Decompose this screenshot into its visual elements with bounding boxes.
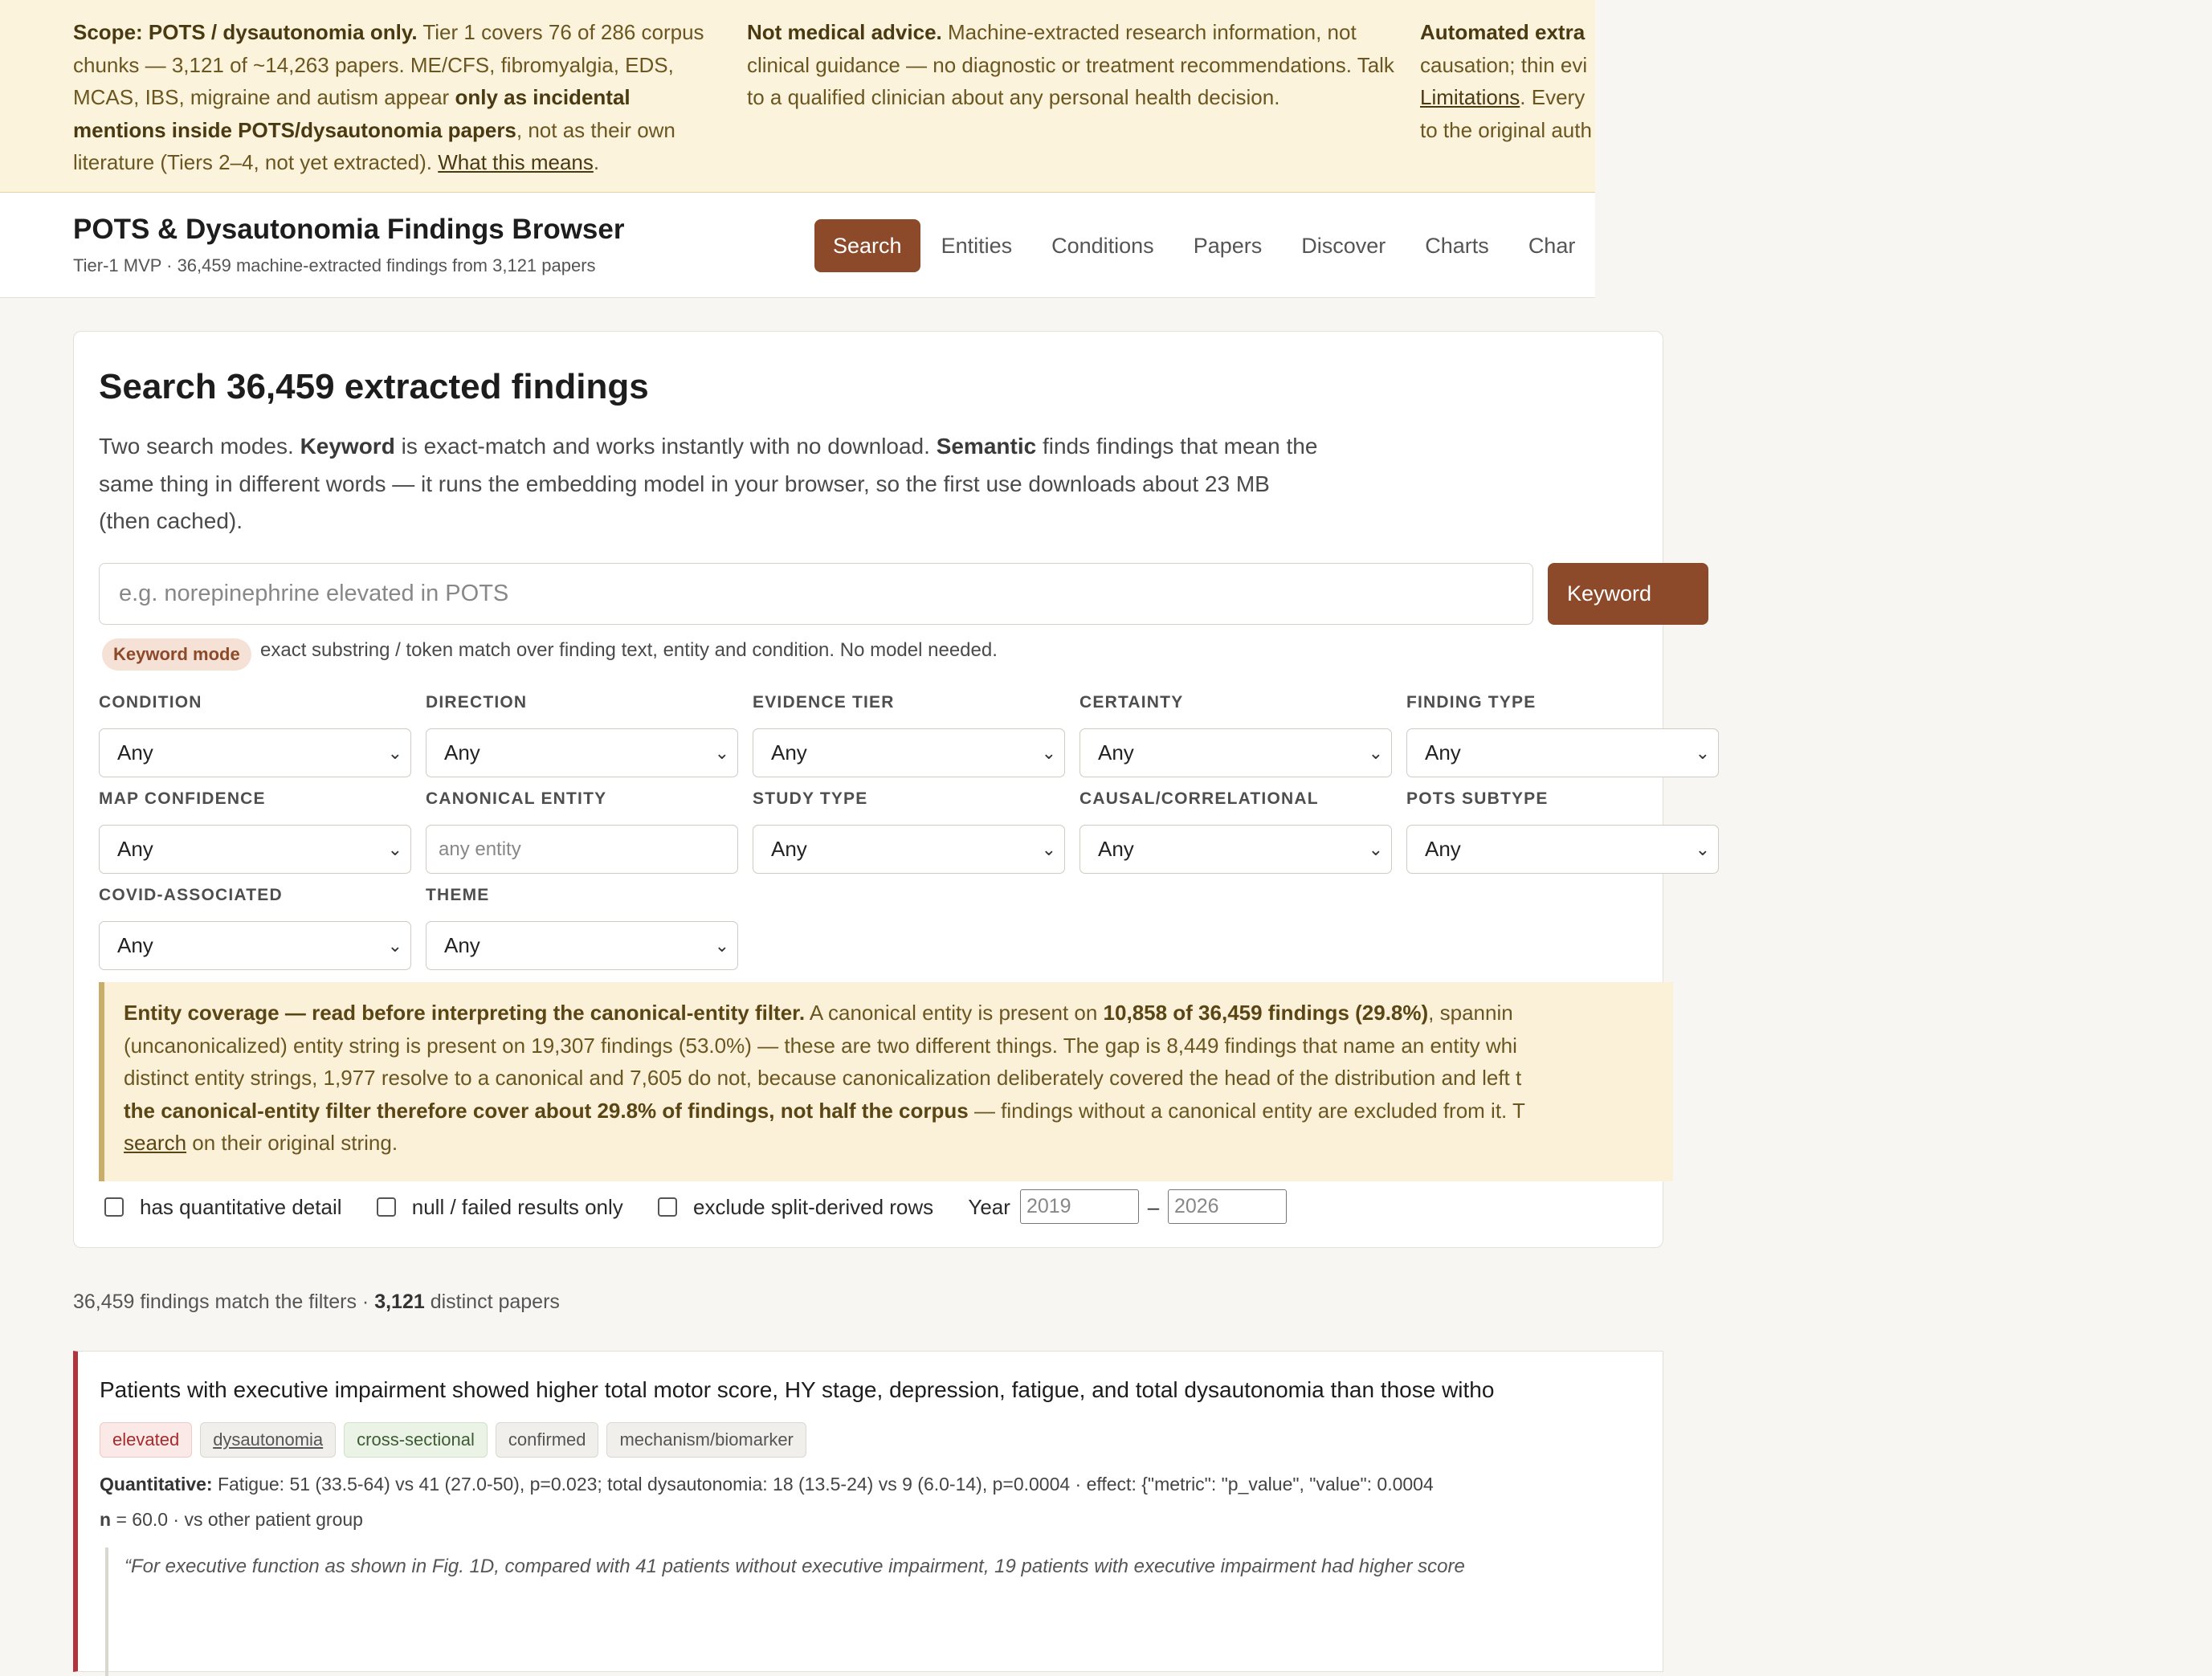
quantitative-text: Fatigue: 51 (33.5-64) vs 41 (27.0-50), p=0.023; total dysautonomia: 18 (13.5-24) vs 9 (6.0-14), p=0.0004 · effect: {"metric": "p_value", "value": 0.0004	[212, 1474, 1434, 1495]
year-label: Year	[968, 1195, 1010, 1219]
checkbox-label: exclude split-derived rows	[693, 1194, 934, 1219]
certainty-tag: confirmed	[496, 1422, 599, 1458]
checkbox-label: has quantitative detail	[140, 1194, 342, 1219]
limitations-link[interactable]: Limitations	[1420, 85, 1520, 109]
coverage-text-4: distinct entity strings, 1,977 resolve to a canonical and 7,605 do not, because canonicalization deliberately covered the head of the distribution and left t	[124, 1066, 1522, 1090]
covid-associated-select[interactable]	[99, 921, 411, 970]
select-value: Any	[117, 933, 153, 957]
filter-causal-correlational	[1079, 789, 1392, 874]
checkbox[interactable]	[104, 1197, 124, 1217]
select-value: Any	[1425, 740, 1461, 765]
intro-semantic: Semantic	[936, 434, 1037, 459]
filter-label: COVID-ASSOCIATED	[99, 886, 283, 904]
coverage-stat: 10,858 of 36,459 findings (29.8%)	[1103, 1001, 1429, 1025]
evidence-tier-select[interactable]	[753, 728, 1065, 777]
results-count-suffix: distinct papers	[424, 1291, 560, 1313]
source-quote: “For executive function as shown in Fig. 1D, compared with 41 patients without executive impairment, 19 patients with executive impairment had higher score	[105, 1548, 1679, 1676]
filter-study-type	[753, 789, 1065, 874]
year-dash: –	[1147, 1195, 1160, 1219]
select-value: Any	[444, 933, 480, 957]
filter-canonical-entity	[426, 789, 738, 874]
automated-extraction-text-2: . Every	[1520, 85, 1586, 109]
site-header	[0, 193, 1595, 298]
chevron-down-icon: ⌄	[714, 936, 729, 956]
scope-notice-banner	[0, 0, 1595, 193]
main-nav	[814, 219, 1596, 272]
exclude-split-checkbox[interactable]	[658, 1189, 933, 1225]
select-value: Any	[117, 837, 153, 861]
filter-label: POTS SUBTYPE	[1406, 789, 1549, 808]
finding-text: Patients with executive impairment showed higher total motor score, HY stage, depression, fatigue, and total dysautonomia than those witho	[100, 1377, 1495, 1402]
filter-pots-subtype	[1406, 789, 1719, 874]
search-link[interactable]: search	[124, 1131, 187, 1155]
filter-label: CERTAINTY	[1079, 693, 1184, 712]
site-subtitle: Tier-1 MVP · 36,459 machine-extracted findings from 3,121 papers	[73, 255, 596, 275]
filter-map-confidence	[99, 789, 411, 874]
mode-description: exact substring / token match over finding text, entity and condition. No model needed.	[260, 639, 998, 661]
scope-notice	[73, 16, 716, 179]
select-value: Any	[117, 740, 153, 765]
chevron-down-icon: ⌄	[1368, 839, 1383, 859]
results-count-text: 36,459 findings match the filters ·	[73, 1291, 375, 1313]
coverage-emphasis: the canonical-entity filter therefore cover about 29.8% of findings, not half the corpus	[124, 1098, 969, 1123]
filter-label: CAUSAL/CORRELATIONAL	[1079, 789, 1319, 808]
finding-card[interactable]	[73, 1351, 1663, 1672]
finding-tags	[100, 1422, 814, 1458]
study-type-select[interactable]	[753, 825, 1065, 874]
quantitative-label: Quantitative:	[100, 1474, 213, 1495]
entity-coverage-notice	[99, 982, 1673, 1181]
medical-advice-heading: Not medical advice.	[747, 20, 942, 44]
scope-period: .	[593, 150, 600, 174]
map-confidence-select[interactable]	[99, 825, 411, 874]
filter-label: DIRECTION	[426, 693, 528, 712]
chevron-down-icon: ⌄	[1368, 743, 1383, 763]
condition-tag[interactable]: dysautonomia	[200, 1422, 336, 1458]
theme-select[interactable]	[426, 921, 738, 970]
intro-text: Two search modes.	[99, 434, 300, 459]
site-title[interactable]: POTS & Dysautonomia Findings Browser	[73, 214, 625, 245]
select-value: Any	[1098, 837, 1134, 861]
null-results-checkbox[interactable]	[377, 1189, 623, 1225]
filter-label: MAP CONFIDENCE	[99, 789, 266, 808]
checkbox[interactable]	[377, 1197, 396, 1217]
filter-label: THEME	[426, 886, 490, 904]
coverage-text: A canonical entity is present on	[805, 1001, 1104, 1025]
causal-correlational-select[interactable]	[1079, 825, 1392, 874]
filter-finding-type	[1406, 693, 1719, 777]
search-title: Search 36,459 extracted findings	[99, 367, 649, 406]
search-intro	[99, 428, 1320, 540]
filter-label: CONDITION	[99, 693, 202, 712]
filter-label: CANONICAL ENTITY	[426, 789, 607, 808]
coverage-text-3: (uncanonicalized) entity string is present on 19,307 findings (53.0%) — these are two different things. The gap is 8,449 findings that name an entity whi	[124, 1033, 1517, 1058]
automated-extraction-text: causation; thin evi	[1420, 52, 1588, 77]
pots-subtype-select[interactable]	[1406, 825, 1719, 874]
finding-type-select[interactable]	[1406, 728, 1719, 777]
quantitative-checkbox[interactable]	[104, 1189, 342, 1225]
year-to-input[interactable]: 2026	[1168, 1189, 1287, 1224]
scope-emphasis: only as incidental mentions inside POTS/dysautonomia papers	[73, 85, 631, 142]
filter-label: STUDY TYPE	[753, 789, 868, 808]
select-value: Any	[1425, 837, 1461, 861]
chevron-down-icon: ⌄	[1041, 743, 1056, 763]
chevron-down-icon: ⌄	[387, 936, 402, 956]
chevron-down-icon: ⌄	[714, 743, 729, 763]
automated-extraction-notice	[1420, 16, 1902, 146]
intro-text-3: finds findings that mean the same thing in different words — it runs the embedding model in your browser, so the first use downloads about 23 MB (then cached).	[99, 434, 1318, 533]
sample-size-text: = 60.0 · vs other patient group	[111, 1509, 363, 1530]
nav-discover[interactable]: Discover	[1301, 234, 1386, 258]
checkbox[interactable]	[658, 1197, 677, 1217]
select-value: Any	[444, 740, 480, 765]
search-input[interactable]	[99, 563, 1533, 625]
study-type-tag: cross-sectional	[344, 1422, 488, 1458]
medical-advice-notice	[747, 16, 1406, 114]
search-mode-button[interactable]: Keyword	[1548, 563, 1708, 625]
extra-filters	[104, 1189, 1287, 1225]
what-this-means-link[interactable]: What this means	[438, 150, 594, 174]
nav-charts[interactable]: Charts	[1425, 234, 1489, 258]
chevron-down-icon: ⌄	[1695, 743, 1710, 763]
scope-text-2: , not as their own literature (Tiers 2–4, not yet extracted).	[73, 117, 675, 174]
select-value: Any	[771, 837, 807, 861]
search-panel	[73, 331, 1710, 1248]
nav-char[interactable]: Char	[1528, 234, 1576, 258]
checkbox-label: null / failed results only	[411, 1194, 623, 1219]
scope-heading: Scope: POTS / dysautonomia only.	[73, 20, 418, 44]
filter-evidence-tier	[753, 693, 1065, 777]
coverage-text-2: , spannin	[1428, 1001, 1513, 1025]
filter-condition	[99, 693, 411, 777]
results-count	[73, 1291, 560, 1314]
canonical-entity-input[interactable]: any entity	[426, 825, 738, 874]
coverage-text-5: — findings without a canonical entity are excluded from it. T	[968, 1098, 1525, 1123]
distinct-papers-count: 3,121	[374, 1291, 425, 1313]
select-value: Any	[1098, 740, 1134, 765]
direction-select[interactable]	[426, 728, 738, 777]
chevron-down-icon: ⌄	[387, 839, 402, 859]
condition-select[interactable]	[99, 728, 411, 777]
nav-conditions[interactable]: Conditions	[1051, 234, 1154, 258]
chevron-down-icon: ⌄	[1041, 839, 1056, 859]
automated-extraction-heading: Automated extra	[1420, 20, 1586, 44]
select-value: Any	[771, 740, 807, 765]
nav-search[interactable]: Search	[814, 219, 920, 272]
filter-direction	[426, 693, 738, 777]
year-from-input[interactable]: 2019	[1020, 1189, 1139, 1224]
mode-badge: Keyword mode	[102, 638, 251, 671]
direction-tag: elevated	[100, 1422, 192, 1458]
filter-theme	[426, 886, 738, 970]
medical-advice-text: Machine-extracted research information, not clinical guidance — no diagnostic or treatment recommendations. Talk to a qualified clinician about any personal health decision.	[747, 20, 1394, 109]
filter-certainty	[1079, 693, 1392, 777]
sample-size	[100, 1509, 363, 1531]
chevron-down-icon: ⌄	[1695, 839, 1710, 859]
automated-extraction-text-3: to the original auth	[1420, 117, 1592, 142]
intro-keyword: Keyword	[300, 434, 395, 459]
nav-entities[interactable]: Entities	[941, 234, 1013, 258]
theme-tag: mechanism/biomarker	[606, 1422, 806, 1458]
coverage-text-6: on their original string.	[186, 1131, 398, 1155]
intro-text-2: is exact-match and works instantly with no download.	[394, 434, 937, 459]
scope-text: Tier 1 covers 76 of 286 corpus chunks — 3,121 of ~14,263 papers. ME/CFS, fibromyalgia, EDS, MCAS, IBS, migraine and autism appear	[73, 20, 704, 109]
chevron-down-icon: ⌄	[387, 743, 402, 763]
filter-label: FINDING TYPE	[1406, 693, 1537, 712]
certainty-select[interactable]	[1079, 728, 1392, 777]
nav-papers[interactable]: Papers	[1193, 234, 1263, 258]
quantitative-detail	[100, 1474, 1434, 1495]
sample-size-label: n	[100, 1509, 112, 1530]
filter-covid-associated	[99, 886, 411, 970]
coverage-heading: Entity coverage — read before interpreting the canonical-entity filter.	[124, 1001, 806, 1025]
filter-label: EVIDENCE TIER	[753, 693, 895, 712]
